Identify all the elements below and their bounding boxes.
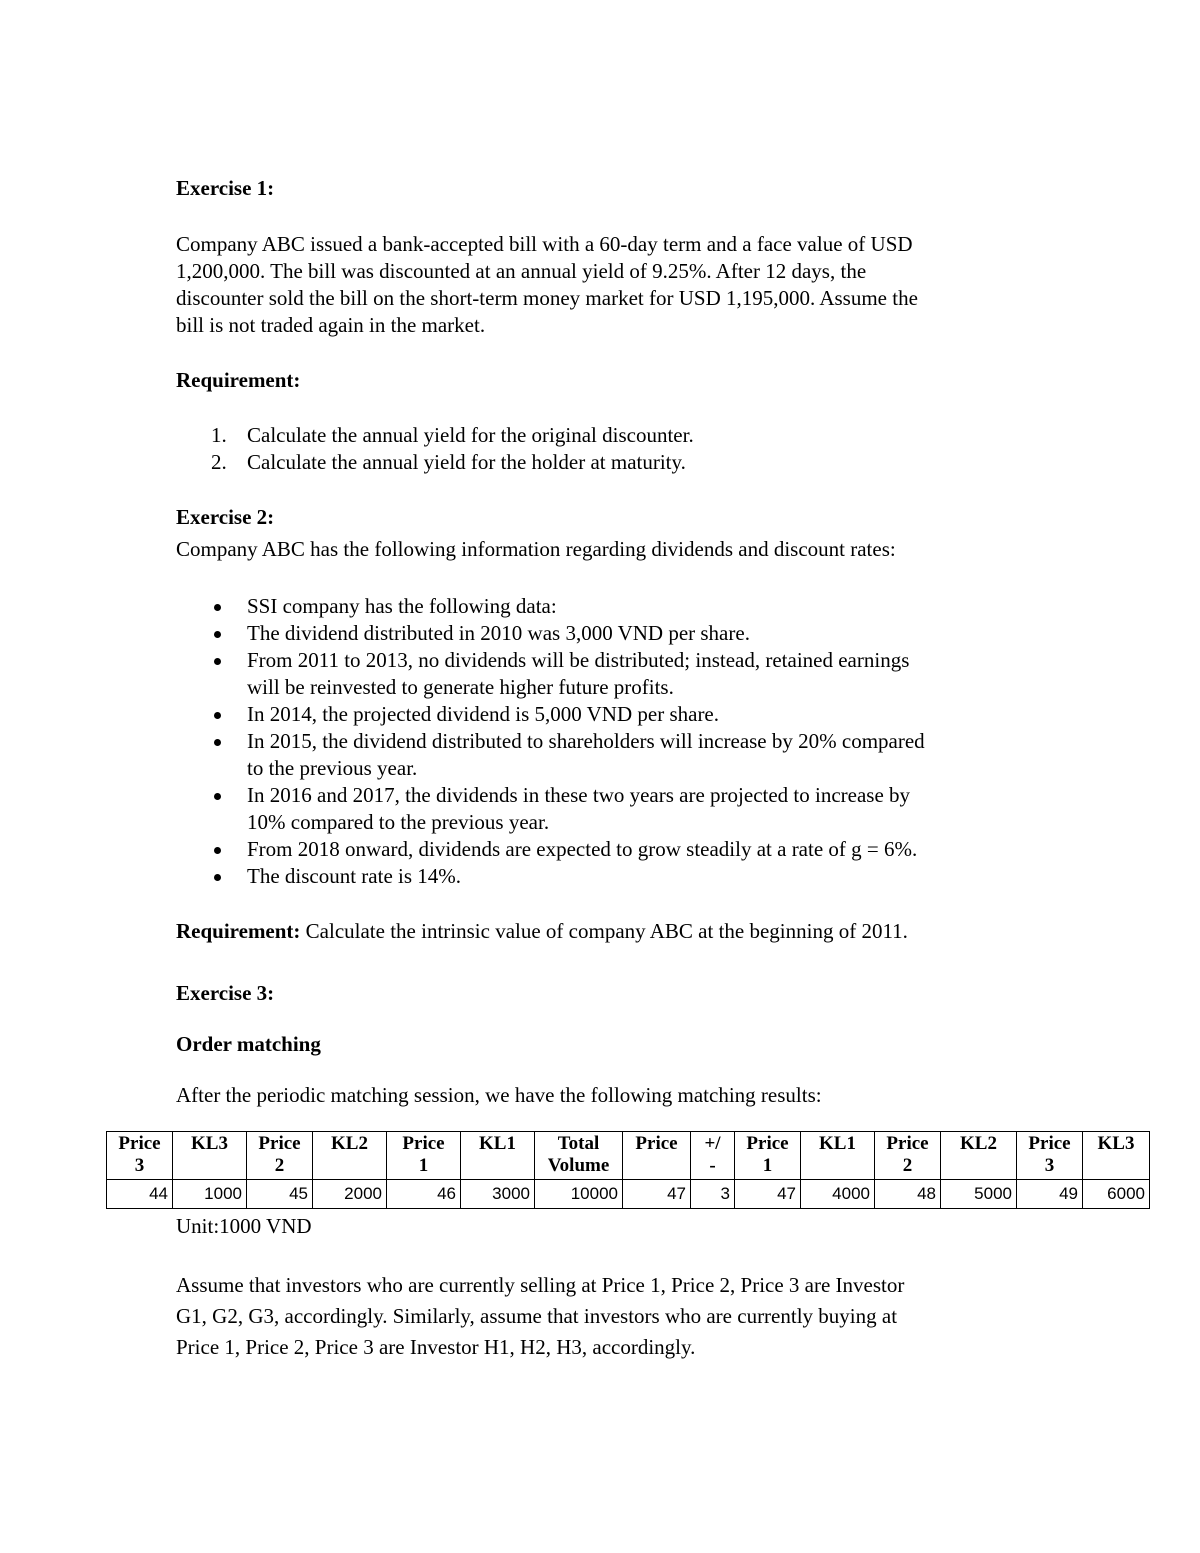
list-item (176, 449, 694, 476)
bullet-icon (214, 739, 221, 746)
table-cell: 48 (875, 1180, 941, 1209)
bullet-icon (214, 658, 221, 665)
exercise-1-line: bill is not traded again in the market. (176, 313, 486, 337)
exercise-3-closing-line: Assume that investors who are currently selling at Price 1, Price 2, Price 3 are Investor (176, 1273, 905, 1297)
exercise-1-requirement-list (176, 422, 694, 476)
exercise-3-intro: After the periodic matching session, we have the following matching results: (176, 1083, 822, 1107)
exercise-1-requirement-label: Requirement: (176, 368, 301, 392)
exercise-1-line: Company ABC issued a bank-accepted bill with a 60-day term and a face value of USD (176, 232, 913, 256)
list-item-text: will be reinvested to generate higher future profits. (247, 675, 674, 699)
table-cell: 49 (1017, 1180, 1083, 1209)
list-item-text: From 2018 onward, dividends are expected to grow steadily at a rate of g = 6%. (247, 837, 918, 861)
list-number: 1. (211, 423, 227, 447)
bullet-icon (214, 712, 221, 719)
table-header-cell: Price 1 (735, 1132, 801, 1180)
list-item (176, 701, 1026, 728)
table-header-cell: KL3 (173, 1132, 247, 1180)
list-item (176, 593, 1026, 620)
matching-results-table (106, 1131, 1150, 1209)
table-header-cell: Price (623, 1132, 691, 1180)
list-item-text: to the previous year. (247, 756, 418, 780)
list-item (176, 728, 1026, 782)
list-item-text: SSI company has the following data: (247, 594, 557, 618)
table-cell: 46 (387, 1180, 461, 1209)
exercise-3-subheading: Order matching (176, 1032, 321, 1056)
exercise-2-bullet-list (176, 593, 1026, 890)
exercise-2-requirement-label: Requirement: (176, 919, 301, 943)
table-header-cell: KL1 (801, 1132, 875, 1180)
bullet-icon (214, 631, 221, 638)
list-item (176, 782, 1026, 836)
list-item-text: Calculate the annual yield for the original discounter. (247, 423, 694, 447)
exercise-1-line: 1,200,000. The bill was discounted at an annual yield of 9.25%. After 12 days, the (176, 259, 867, 283)
table-cell: 47 (623, 1180, 691, 1209)
bullet-icon (214, 604, 221, 611)
list-item-text: The dividend distributed in 2010 was 3,000 VND per share. (247, 621, 750, 645)
bullet-icon (214, 847, 221, 854)
table-cell: 2000 (313, 1180, 387, 1209)
list-number: 2. (211, 450, 227, 474)
table-header-cell: Price 2 (247, 1132, 313, 1180)
list-item-text: From 2011 to 2013, no dividends will be distributed; instead, retained earnings (247, 648, 910, 672)
table-header-cell: KL1 (461, 1132, 535, 1180)
list-item-text: In 2014, the projected dividend is 5,000 VND per share. (247, 702, 720, 726)
exercise-2-requirement (176, 918, 1026, 945)
list-item-text: Calculate the annual yield for the holder at maturity. (247, 450, 686, 474)
exercise-3-closing-line: G1, G2, G3, accordingly. Similarly, assume that investors who are currently buying at (176, 1304, 898, 1328)
table-header-cell: KL2 (941, 1132, 1017, 1180)
list-item (176, 836, 1026, 863)
list-item (176, 422, 694, 449)
list-item (176, 863, 1026, 890)
table-cell: 4000 (801, 1180, 875, 1209)
table-header-cell: Price 3 (1017, 1132, 1083, 1180)
table-cell: 1000 (173, 1180, 247, 1209)
exercise-3-heading: Exercise 3: (176, 981, 275, 1005)
bullet-icon (214, 874, 221, 881)
table-cell: 10000 (535, 1180, 623, 1209)
list-item-text: The discount rate is 14%. (247, 864, 462, 888)
table-cell: 6000 (1083, 1180, 1150, 1209)
table-cell: 3000 (461, 1180, 535, 1209)
list-item-text: 10% compared to the previous year. (247, 810, 550, 834)
table-unit-note: Unit:1000 VND (176, 1214, 312, 1238)
table-header-cell: Price 2 (875, 1132, 941, 1180)
table-header-cell: KL3 (1083, 1132, 1150, 1180)
table-header-cell: Total Volume (535, 1132, 623, 1180)
table-header-cell: Price 1 (387, 1132, 461, 1180)
exercise-1-heading: Exercise 1: (176, 176, 275, 200)
bullet-icon (214, 793, 221, 800)
table-header-row (107, 1132, 1150, 1180)
exercise-1-body (176, 231, 1026, 339)
table-cell: 3 (691, 1180, 735, 1209)
table-header-cell: Price 3 (107, 1132, 173, 1180)
table-cell: 5000 (941, 1180, 1017, 1209)
exercise-1-line: discounter sold the bill on the short-term money market for USD 1,195,000. Assume the (176, 286, 918, 310)
list-item-text: In 2016 and 2017, the dividends in these two years are projected to increase by (247, 783, 911, 807)
exercise-2-requirement-text: Calculate the intrinsic value of company ABC at the beginning of 2011. (300, 919, 908, 943)
exercise-2-heading: Exercise 2: (176, 505, 275, 529)
table-header-cell: KL2 (313, 1132, 387, 1180)
list-item-text: In 2015, the dividend distributed to shareholders will increase by 20% compared (247, 729, 925, 753)
table-header-cell: +/ - (691, 1132, 735, 1180)
exercise-2-intro: Company ABC has the following information regarding dividends and discount rates: (176, 537, 896, 561)
exercise-3-closing (176, 1270, 1026, 1363)
table-cell: 47 (735, 1180, 801, 1209)
list-item (176, 647, 1026, 701)
list-item (176, 620, 1026, 647)
table-cell: 45 (247, 1180, 313, 1209)
table-cell: 44 (107, 1180, 173, 1209)
table-row (107, 1180, 1150, 1209)
exercise-3-closing-line: Price 1, Price 2, Price 3 are Investor H1, H2, H3, accordingly. (176, 1335, 696, 1359)
